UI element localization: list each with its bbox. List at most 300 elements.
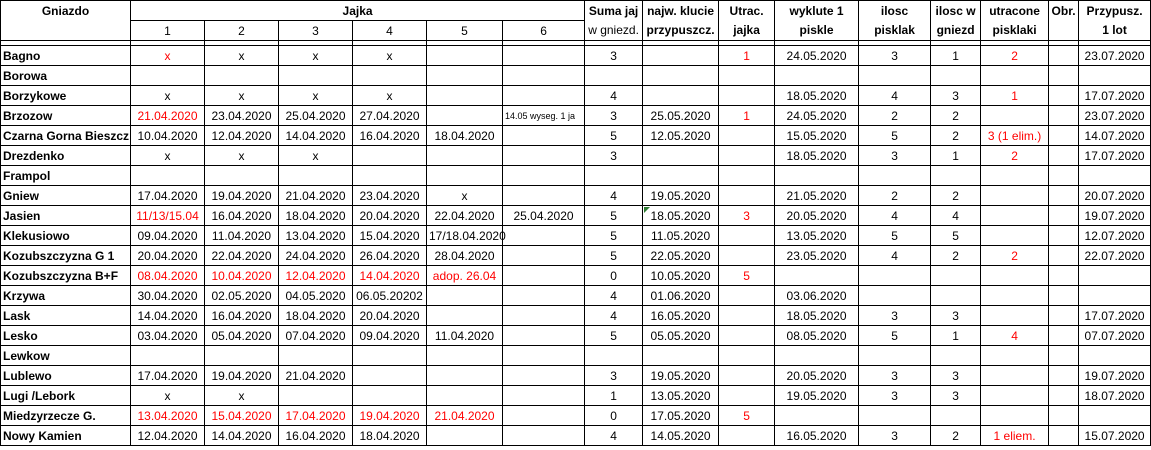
expected-hatch-cell[interactable]: 13.05.2020 xyxy=(643,386,719,406)
first-hatched-cell[interactable]: 08.05.2020 xyxy=(775,326,859,346)
lost-eggs-cell[interactable] xyxy=(719,146,775,166)
first-hatched-cell[interactable]: 16.05.2020 xyxy=(775,426,859,446)
egg-5-cell[interactable]: 28.04.2020 xyxy=(427,246,503,266)
lost-chicks-cell[interactable] xyxy=(981,186,1049,206)
egg-3-cell[interactable]: 24.04.2020 xyxy=(279,246,353,266)
first-hatched-cell[interactable] xyxy=(775,66,859,86)
egg-3-cell[interactable] xyxy=(279,386,353,406)
chicks-in-nest-cell[interactable] xyxy=(931,66,981,86)
nest-name-cell[interactable]: Brzozow xyxy=(1,106,131,126)
lost-eggs-cell[interactable] xyxy=(719,286,775,306)
egg-6-cell[interactable] xyxy=(503,126,585,146)
header-utracone-bottom[interactable]: pisklaki xyxy=(981,21,1049,41)
egg-4-cell[interactable] xyxy=(353,386,427,406)
egg-2-cell[interactable]: 23.04.2020 xyxy=(205,106,279,126)
header-jajka[interactable]: Jajka xyxy=(131,1,585,21)
egg-3-cell[interactable] xyxy=(279,66,353,86)
obr-cell[interactable] xyxy=(1049,46,1079,66)
egg-3-cell[interactable]: 18.04.2020 xyxy=(279,206,353,226)
obr-cell[interactable] xyxy=(1049,426,1079,446)
chicks-in-nest-cell[interactable]: 2 xyxy=(931,186,981,206)
first-flight-cell[interactable] xyxy=(1079,266,1151,286)
chick-count-cell[interactable] xyxy=(859,286,931,306)
chicks-in-nest-cell[interactable]: 4 xyxy=(931,206,981,226)
egg-2-cell[interactable]: x xyxy=(205,146,279,166)
egg-5-cell[interactable] xyxy=(427,146,503,166)
egg-6-cell[interactable] xyxy=(503,406,585,426)
lost-eggs-cell[interactable] xyxy=(719,346,775,366)
lost-chicks-cell[interactable] xyxy=(981,386,1049,406)
chick-count-cell[interactable]: 5 xyxy=(859,326,931,346)
egg-1-cell[interactable] xyxy=(131,166,205,186)
egg-5-cell[interactable] xyxy=(427,346,503,366)
egg-4-cell[interactable]: 26.04.2020 xyxy=(353,246,427,266)
chicks-in-nest-cell[interactable] xyxy=(931,166,981,186)
chicks-in-nest-cell[interactable]: 3 xyxy=(931,306,981,326)
egg-5-cell[interactable]: 17/18.04.2020 xyxy=(427,226,503,246)
egg-4-cell[interactable]: x xyxy=(353,46,427,66)
header-gniazdo[interactable]: Gniazdo xyxy=(1,1,131,21)
egg-2-cell[interactable]: 12.04.2020 xyxy=(205,126,279,146)
egg-3-cell[interactable]: 12.04.2020 xyxy=(279,266,353,286)
lost-eggs-cell[interactable] xyxy=(719,226,775,246)
first-flight-cell[interactable]: 19.07.2020 xyxy=(1079,366,1151,386)
egg-1-cell[interactable]: 14.04.2020 xyxy=(131,306,205,326)
first-hatched-cell[interactable]: 18.05.2020 xyxy=(775,86,859,106)
header-utrac-top[interactable]: Utrac. xyxy=(719,1,775,21)
egg-sum-cell[interactable]: 5 xyxy=(585,326,643,346)
obr-cell[interactable] xyxy=(1049,226,1079,246)
nest-name-cell[interactable]: Frampol xyxy=(1,166,131,186)
egg-6-cell[interactable] xyxy=(503,426,585,446)
lost-eggs-cell[interactable] xyxy=(719,426,775,446)
egg-5-cell[interactable] xyxy=(427,106,503,126)
egg-5-cell[interactable]: 18.04.2020 xyxy=(427,126,503,146)
egg-3-cell[interactable]: 13.04.2020 xyxy=(279,226,353,246)
egg-sum-cell[interactable]: 5 xyxy=(585,206,643,226)
chicks-in-nest-cell[interactable]: 2 xyxy=(931,126,981,146)
egg-sum-cell[interactable]: 3 xyxy=(585,366,643,386)
egg-5-cell[interactable] xyxy=(427,66,503,86)
egg-3-cell[interactable]: x xyxy=(279,46,353,66)
egg-5-cell[interactable]: 21.04.2020 xyxy=(427,406,503,426)
egg-1-cell[interactable]: 12.04.2020 xyxy=(131,426,205,446)
expected-hatch-cell[interactable]: 05.05.2020 xyxy=(643,326,719,346)
first-flight-cell[interactable]: 15.07.2020 xyxy=(1079,426,1151,446)
lost-eggs-cell[interactable] xyxy=(719,326,775,346)
chick-count-cell[interactable]: 3 xyxy=(859,306,931,326)
nest-name-cell[interactable]: Czarna Gorna Bieszcz xyxy=(1,126,131,146)
expected-hatch-cell[interactable]: 19.05.2020 xyxy=(643,366,719,386)
obr-cell[interactable] xyxy=(1049,406,1079,426)
chick-count-cell[interactable] xyxy=(859,166,931,186)
header-wyklute-bottom[interactable]: piskle xyxy=(775,21,859,41)
lost-chicks-cell[interactable] xyxy=(981,166,1049,186)
egg-4-cell[interactable]: 27.04.2020 xyxy=(353,106,427,126)
egg-6-cell[interactable] xyxy=(503,286,585,306)
egg-4-cell[interactable] xyxy=(353,66,427,86)
expected-hatch-cell[interactable]: 25.05.2020 xyxy=(643,106,719,126)
egg-4-cell[interactable]: 14.04.2020 xyxy=(353,266,427,286)
egg-3-cell[interactable]: 14.04.2020 xyxy=(279,126,353,146)
egg-6-cell[interactable] xyxy=(503,226,585,246)
nest-name-cell[interactable]: Lesko xyxy=(1,326,131,346)
expected-hatch-cell[interactable]: 10.05.2020 xyxy=(643,266,719,286)
obr-cell[interactable] xyxy=(1049,306,1079,326)
egg-3-cell[interactable]: 21.04.2020 xyxy=(279,186,353,206)
obr-cell[interactable] xyxy=(1049,206,1079,226)
egg-sum-cell[interactable]: 5 xyxy=(585,126,643,146)
egg-6-cell[interactable] xyxy=(503,46,585,66)
expected-hatch-cell[interactable]: 16.05.2020 xyxy=(643,306,719,326)
header-klucie-bottom[interactable]: przypuszcz. xyxy=(643,21,719,41)
chick-count-cell[interactable]: 5 xyxy=(859,226,931,246)
header-egg-3[interactable]: 3 xyxy=(279,21,353,41)
header-obr[interactable]: Obr. xyxy=(1049,1,1079,21)
egg-sum-cell[interactable]: 4 xyxy=(585,426,643,446)
first-flight-cell[interactable]: 07.07.2020 xyxy=(1079,326,1151,346)
egg-1-cell[interactable]: 20.04.2020 xyxy=(131,246,205,266)
header-ilosc-bottom[interactable]: pisklak xyxy=(859,21,931,41)
header-ilosc-top[interactable]: ilosc xyxy=(859,1,931,21)
obr-cell[interactable] xyxy=(1049,286,1079,306)
chick-count-cell[interactable]: 3 xyxy=(859,366,931,386)
egg-6-cell[interactable] xyxy=(503,326,585,346)
nest-name-cell[interactable]: Gniew xyxy=(1,186,131,206)
first-flight-cell[interactable]: 19.07.2020 xyxy=(1079,206,1151,226)
obr-cell[interactable] xyxy=(1049,366,1079,386)
header-wyklute-top[interactable]: wyklute 1 xyxy=(775,1,859,21)
egg-6-cell[interactable] xyxy=(503,266,585,286)
lost-eggs-cell[interactable]: 5 xyxy=(719,406,775,426)
egg-6-cell[interactable]: 14.05 wyseg. 1 ja xyxy=(503,106,585,126)
egg-5-cell[interactable] xyxy=(427,366,503,386)
egg-sum-cell[interactable]: 4 xyxy=(585,286,643,306)
expected-hatch-cell[interactable]: 11.05.2020 xyxy=(643,226,719,246)
egg-4-cell[interactable]: 16.04.2020 xyxy=(353,126,427,146)
egg-4-cell[interactable] xyxy=(353,366,427,386)
egg-2-cell[interactable]: 19.04.2020 xyxy=(205,186,279,206)
egg-2-cell[interactable]: 14.04.2020 xyxy=(205,426,279,446)
egg-4-cell[interactable]: 20.04.2020 xyxy=(353,206,427,226)
egg-1-cell[interactable]: 30.04.2020 xyxy=(131,286,205,306)
expected-hatch-cell[interactable] xyxy=(643,46,719,66)
lost-chicks-cell[interactable] xyxy=(981,66,1049,86)
obr-cell[interactable] xyxy=(1049,246,1079,266)
lost-chicks-cell[interactable] xyxy=(981,306,1049,326)
egg-1-cell[interactable]: 09.04.2020 xyxy=(131,226,205,246)
egg-6-cell[interactable] xyxy=(503,346,585,366)
lost-eggs-cell[interactable]: 1 xyxy=(719,106,775,126)
egg-1-cell[interactable] xyxy=(131,66,205,86)
chicks-in-nest-cell[interactable]: 2 xyxy=(931,246,981,266)
egg-1-cell[interactable]: x xyxy=(131,46,205,66)
first-hatched-cell[interactable] xyxy=(775,406,859,426)
header-suma-top[interactable]: Suma jaj xyxy=(585,1,643,21)
first-hatched-cell[interactable] xyxy=(775,266,859,286)
first-hatched-cell[interactable]: 15.05.2020 xyxy=(775,126,859,146)
egg-5-cell[interactable] xyxy=(427,306,503,326)
egg-4-cell[interactable]: 23.04.2020 xyxy=(353,186,427,206)
egg-3-cell[interactable]: x xyxy=(279,146,353,166)
nest-name-cell[interactable]: Bagno xyxy=(1,46,131,66)
egg-1-cell[interactable]: x xyxy=(131,146,205,166)
expected-hatch-cell[interactable] xyxy=(643,86,719,106)
obr-cell[interactable] xyxy=(1049,126,1079,146)
egg-sum-cell[interactable] xyxy=(585,166,643,186)
lost-chicks-cell[interactable] xyxy=(981,366,1049,386)
lost-chicks-cell[interactable] xyxy=(981,206,1049,226)
egg-2-cell[interactable]: 05.04.2020 xyxy=(205,326,279,346)
egg-sum-cell[interactable]: 0 xyxy=(585,266,643,286)
chick-count-cell[interactable] xyxy=(859,66,931,86)
lost-eggs-cell[interactable] xyxy=(719,386,775,406)
egg-1-cell[interactable]: 10.04.2020 xyxy=(131,126,205,146)
egg-1-cell[interactable]: 13.04.2020 xyxy=(131,406,205,426)
lost-chicks-cell[interactable]: 1 xyxy=(981,86,1049,106)
first-flight-cell[interactable]: 17.07.2020 xyxy=(1079,86,1151,106)
egg-5-cell[interactable]: 11.04.2020 xyxy=(427,326,503,346)
egg-2-cell[interactable]: 16.04.2020 xyxy=(205,306,279,326)
lost-chicks-cell[interactable] xyxy=(981,266,1049,286)
egg-4-cell[interactable] xyxy=(353,166,427,186)
first-flight-cell[interactable]: 17.07.2020 xyxy=(1079,306,1151,326)
first-hatched-cell[interactable] xyxy=(775,346,859,366)
first-hatched-cell[interactable]: 03.06.2020 xyxy=(775,286,859,306)
first-flight-cell[interactable]: 22.07.2020 xyxy=(1079,246,1151,266)
chick-count-cell[interactable]: 3 xyxy=(859,426,931,446)
chicks-in-nest-cell[interactable]: 2 xyxy=(931,426,981,446)
egg-1-cell[interactable] xyxy=(131,346,205,366)
lost-eggs-cell[interactable] xyxy=(719,246,775,266)
header-iloscw-top[interactable]: ilosc w xyxy=(931,1,981,21)
lost-chicks-cell[interactable]: 2 xyxy=(981,146,1049,166)
first-flight-cell[interactable]: 20.07.2020 xyxy=(1079,186,1151,206)
header-utracone-top[interactable]: utracone xyxy=(981,1,1049,21)
egg-sum-cell[interactable] xyxy=(585,346,643,366)
egg-5-cell[interactable] xyxy=(427,286,503,306)
expected-hatch-cell[interactable]: 19.05.2020 xyxy=(643,186,719,206)
lost-eggs-cell[interactable] xyxy=(719,66,775,86)
chick-count-cell[interactable]: 4 xyxy=(859,246,931,266)
egg-2-cell[interactable]: 15.04.2020 xyxy=(205,406,279,426)
chick-count-cell[interactable]: 3 xyxy=(859,386,931,406)
egg-sum-cell[interactable]: 0 xyxy=(585,406,643,426)
first-flight-cell[interactable] xyxy=(1079,66,1151,86)
egg-4-cell[interactable]: 20.04.2020 xyxy=(353,306,427,326)
lost-eggs-cell[interactable] xyxy=(719,166,775,186)
first-hatched-cell[interactable]: 20.05.2020 xyxy=(775,206,859,226)
egg-5-cell[interactable] xyxy=(427,426,503,446)
egg-5-cell[interactable] xyxy=(427,386,503,406)
first-hatched-cell[interactable]: 23.05.2020 xyxy=(775,246,859,266)
obr-cell[interactable] xyxy=(1049,346,1079,366)
egg-6-cell[interactable] xyxy=(503,66,585,86)
chick-count-cell[interactable] xyxy=(859,346,931,366)
egg-6-cell[interactable] xyxy=(503,246,585,266)
header-przypusz-bottom[interactable]: 1 lot xyxy=(1079,21,1151,41)
obr-cell[interactable] xyxy=(1049,106,1079,126)
lost-eggs-cell[interactable]: 3 xyxy=(719,206,775,226)
egg-2-cell[interactable]: 16.04.2020 xyxy=(205,206,279,226)
obr-cell[interactable] xyxy=(1049,66,1079,86)
lost-eggs-cell[interactable] xyxy=(719,366,775,386)
egg-3-cell[interactable]: 07.04.2020 xyxy=(279,326,353,346)
lost-eggs-cell[interactable]: 5 xyxy=(719,266,775,286)
egg-4-cell[interactable]: 15.04.2020 xyxy=(353,226,427,246)
first-hatched-cell[interactable]: 20.05.2020 xyxy=(775,366,859,386)
egg-6-cell[interactable] xyxy=(503,166,585,186)
chicks-in-nest-cell[interactable]: 1 xyxy=(931,326,981,346)
nest-name-cell[interactable]: Kozubszczyzna G 1 xyxy=(1,246,131,266)
egg-4-cell[interactable] xyxy=(353,146,427,166)
egg-1-cell[interactable]: 21.04.2020 xyxy=(131,106,205,126)
egg-4-cell[interactable]: 09.04.2020 xyxy=(353,326,427,346)
egg-sum-cell[interactable]: 1 xyxy=(585,386,643,406)
header-klucie-top[interactable]: najw. klucie xyxy=(643,1,719,21)
expected-hatch-cell[interactable]: 18.05.2020 xyxy=(643,206,719,226)
first-flight-cell[interactable]: 12.07.2020 xyxy=(1079,226,1151,246)
header-egg-2[interactable]: 2 xyxy=(205,21,279,41)
egg-5-cell[interactable] xyxy=(427,46,503,66)
chick-count-cell[interactable]: 5 xyxy=(859,126,931,146)
lost-chicks-cell[interactable]: 1 eliem. xyxy=(981,426,1049,446)
expected-hatch-cell[interactable]: 01.06.2020 xyxy=(643,286,719,306)
egg-4-cell[interactable]: 19.04.2020 xyxy=(353,406,427,426)
chicks-in-nest-cell[interactable] xyxy=(931,406,981,426)
egg-5-cell[interactable]: x xyxy=(427,186,503,206)
egg-3-cell[interactable]: 21.04.2020 xyxy=(279,366,353,386)
first-flight-cell[interactable]: 17.07.2020 xyxy=(1079,146,1151,166)
chick-count-cell[interactable]: 2 xyxy=(859,106,931,126)
chick-count-cell[interactable]: 4 xyxy=(859,86,931,106)
header-obr-cont[interactable] xyxy=(1049,21,1079,41)
egg-5-cell[interactable]: 22.04.2020 xyxy=(427,206,503,226)
egg-sum-cell[interactable]: 3 xyxy=(585,146,643,166)
egg-sum-cell[interactable] xyxy=(585,66,643,86)
egg-sum-cell[interactable]: 4 xyxy=(585,186,643,206)
nest-name-cell[interactable]: Klekusiowo xyxy=(1,226,131,246)
first-flight-cell[interactable]: 18.07.2020 xyxy=(1079,386,1151,406)
egg-6-cell[interactable] xyxy=(503,386,585,406)
egg-6-cell[interactable] xyxy=(503,366,585,386)
first-hatched-cell[interactable]: 13.05.2020 xyxy=(775,226,859,246)
lost-chicks-cell[interactable]: 3 (1 elim.) xyxy=(981,126,1049,146)
egg-2-cell[interactable]: x xyxy=(205,46,279,66)
egg-3-cell[interactable]: x xyxy=(279,86,353,106)
header-gniazdo-cont[interactable] xyxy=(1,21,131,41)
chick-count-cell[interactable]: 2 xyxy=(859,186,931,206)
chick-count-cell[interactable]: 3 xyxy=(859,46,931,66)
lost-chicks-cell[interactable] xyxy=(981,226,1049,246)
first-hatched-cell[interactable]: 24.05.2020 xyxy=(775,46,859,66)
chick-count-cell[interactable]: 4 xyxy=(859,206,931,226)
egg-2-cell[interactable]: 02.05.2020 xyxy=(205,286,279,306)
chick-count-cell[interactable] xyxy=(859,266,931,286)
chicks-in-nest-cell[interactable]: 1 xyxy=(931,146,981,166)
egg-4-cell[interactable]: x xyxy=(353,86,427,106)
nest-name-cell[interactable]: Krzywa xyxy=(1,286,131,306)
nest-name-cell[interactable]: Kozubszczyzna B+F xyxy=(1,266,131,286)
first-flight-cell[interactable]: 23.07.2020 xyxy=(1079,46,1151,66)
egg-3-cell[interactable] xyxy=(279,346,353,366)
egg-1-cell[interactable]: x xyxy=(131,86,205,106)
header-suma-bottom[interactable]: w gniezd. xyxy=(585,21,643,41)
lost-chicks-cell[interactable] xyxy=(981,286,1049,306)
nest-name-cell[interactable]: Lublewo xyxy=(1,366,131,386)
egg-4-cell[interactable] xyxy=(353,346,427,366)
chick-count-cell[interactable]: 3 xyxy=(859,146,931,166)
egg-6-cell[interactable] xyxy=(503,306,585,326)
egg-1-cell[interactable]: 17.04.2020 xyxy=(131,366,205,386)
egg-3-cell[interactable]: 17.04.2020 xyxy=(279,406,353,426)
header-egg-6[interactable]: 6 xyxy=(503,21,585,41)
egg-5-cell[interactable]: adop. 26.04 xyxy=(427,266,503,286)
chicks-in-nest-cell[interactable]: 2 xyxy=(931,106,981,126)
nest-name-cell[interactable]: Borowa xyxy=(1,66,131,86)
expected-hatch-cell[interactable]: 22.05.2020 xyxy=(643,246,719,266)
egg-3-cell[interactable]: 04.05.2020 xyxy=(279,286,353,306)
first-flight-cell[interactable] xyxy=(1079,406,1151,426)
lost-chicks-cell[interactable]: 2 xyxy=(981,246,1049,266)
nest-name-cell[interactable]: Lewkow xyxy=(1,346,131,366)
obr-cell[interactable] xyxy=(1049,186,1079,206)
egg-2-cell[interactable]: x xyxy=(205,86,279,106)
egg-2-cell[interactable]: 22.04.2020 xyxy=(205,246,279,266)
egg-3-cell[interactable]: 18.04.2020 xyxy=(279,306,353,326)
egg-1-cell[interactable]: 03.04.2020 xyxy=(131,326,205,346)
egg-3-cell[interactable]: 16.04.2020 xyxy=(279,426,353,446)
first-flight-cell[interactable] xyxy=(1079,286,1151,306)
chick-count-cell[interactable] xyxy=(859,406,931,426)
egg-6-cell[interactable]: 25.04.2020 xyxy=(503,206,585,226)
egg-sum-cell[interactable]: 5 xyxy=(585,246,643,266)
chicks-in-nest-cell[interactable] xyxy=(931,266,981,286)
expected-hatch-cell[interactable]: 14.05.2020 xyxy=(643,426,719,446)
header-iloscw-bottom[interactable]: gniezd xyxy=(931,21,981,41)
first-hatched-cell[interactable]: 21.05.2020 xyxy=(775,186,859,206)
egg-4-cell[interactable]: 18.04.2020 xyxy=(353,426,427,446)
chicks-in-nest-cell[interactable]: 3 xyxy=(931,366,981,386)
header-egg-4[interactable]: 4 xyxy=(353,21,427,41)
lost-eggs-cell[interactable] xyxy=(719,186,775,206)
egg-2-cell[interactable]: x xyxy=(205,386,279,406)
egg-3-cell[interactable]: 25.04.2020 xyxy=(279,106,353,126)
first-flight-cell[interactable]: 14.07.2020 xyxy=(1079,126,1151,146)
egg-1-cell[interactable]: 17.04.2020 xyxy=(131,186,205,206)
egg-2-cell[interactable]: 19.04.2020 xyxy=(205,366,279,386)
first-flight-cell[interactable] xyxy=(1079,346,1151,366)
expected-hatch-cell[interactable] xyxy=(643,146,719,166)
egg-sum-cell[interactable]: 3 xyxy=(585,106,643,126)
expected-hatch-cell[interactable] xyxy=(643,346,719,366)
nest-name-cell[interactable]: Miedzyrzecze G. xyxy=(1,406,131,426)
chicks-in-nest-cell[interactable]: 3 xyxy=(931,86,981,106)
first-hatched-cell[interactable]: 18.05.2020 xyxy=(775,306,859,326)
egg-1-cell[interactable]: x xyxy=(131,386,205,406)
chicks-in-nest-cell[interactable]: 5 xyxy=(931,226,981,246)
nest-name-cell[interactable]: Lask xyxy=(1,306,131,326)
egg-2-cell[interactable]: 11.04.2020 xyxy=(205,226,279,246)
lost-chicks-cell[interactable] xyxy=(981,346,1049,366)
expected-hatch-cell[interactable] xyxy=(643,66,719,86)
first-hatched-cell[interactable]: 18.05.2020 xyxy=(775,146,859,166)
chicks-in-nest-cell[interactable] xyxy=(931,346,981,366)
obr-cell[interactable] xyxy=(1049,146,1079,166)
egg-5-cell[interactable] xyxy=(427,166,503,186)
lost-chicks-cell[interactable]: 2 xyxy=(981,46,1049,66)
egg-sum-cell[interactable]: 5 xyxy=(585,226,643,246)
